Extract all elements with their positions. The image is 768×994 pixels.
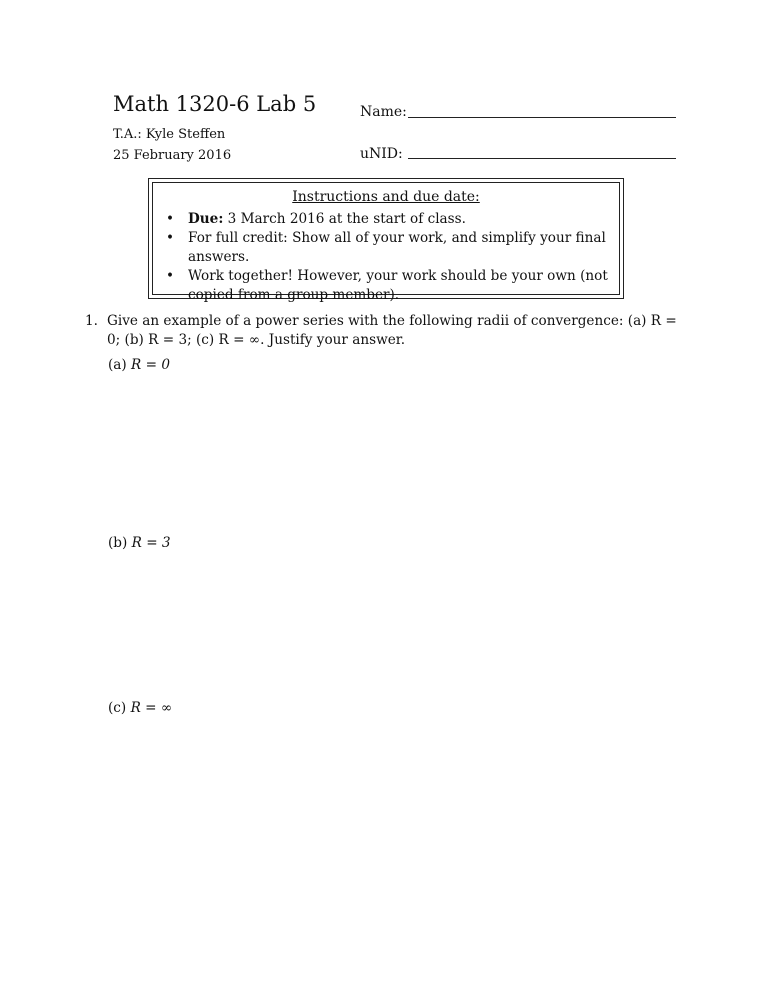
instructions-list [166, 210, 616, 305]
due-text: 3 March 2016 at the start of class. [223, 211, 466, 227]
instruction-item-due [166, 210, 616, 229]
question-text: Give an example of a power series with the following radii of convergence: (a) R = 0; (b) R = 3; (c) R = ∞. Justify your answer. [107, 313, 677, 348]
bullet-icon: • [166, 230, 175, 246]
name-field-line[interactable] [408, 117, 676, 118]
part-b-expr: R = 3 [131, 535, 171, 551]
question-number: 1. [85, 313, 98, 329]
date-line: 25 February 2016 [113, 148, 232, 163]
part-a-label: (a) [108, 357, 127, 373]
bullet-icon: • [166, 211, 175, 227]
part-c-expr: R = ∞ [130, 700, 173, 716]
page-title: Math 1320-6 Lab 5 [113, 92, 317, 116]
part-b [108, 535, 171, 551]
work-text: Work together! However, your work should be your own (not copied from a group member). [188, 268, 608, 303]
instruction-item-work [166, 267, 616, 305]
unid-field-line[interactable] [408, 158, 676, 159]
instruction-item-credit [166, 229, 616, 267]
bullet-icon: • [166, 268, 175, 284]
part-c-label: (c) [108, 700, 127, 716]
unid-label: uNID: [360, 146, 403, 162]
part-a-expr: R = 0 [131, 357, 170, 373]
credit-text: For full credit: Show all of your work, and simplify your final answers. [188, 230, 606, 265]
ta-line: T.A.: Kyle Steffen [113, 127, 226, 142]
question-1 [85, 312, 685, 350]
instructions-title: Instructions and due date: [292, 189, 480, 205]
part-a [108, 357, 170, 373]
due-label: Due: [188, 211, 224, 227]
part-c [108, 700, 172, 716]
part-b-label: (b) [108, 535, 128, 551]
name-label: Name: [360, 104, 407, 120]
